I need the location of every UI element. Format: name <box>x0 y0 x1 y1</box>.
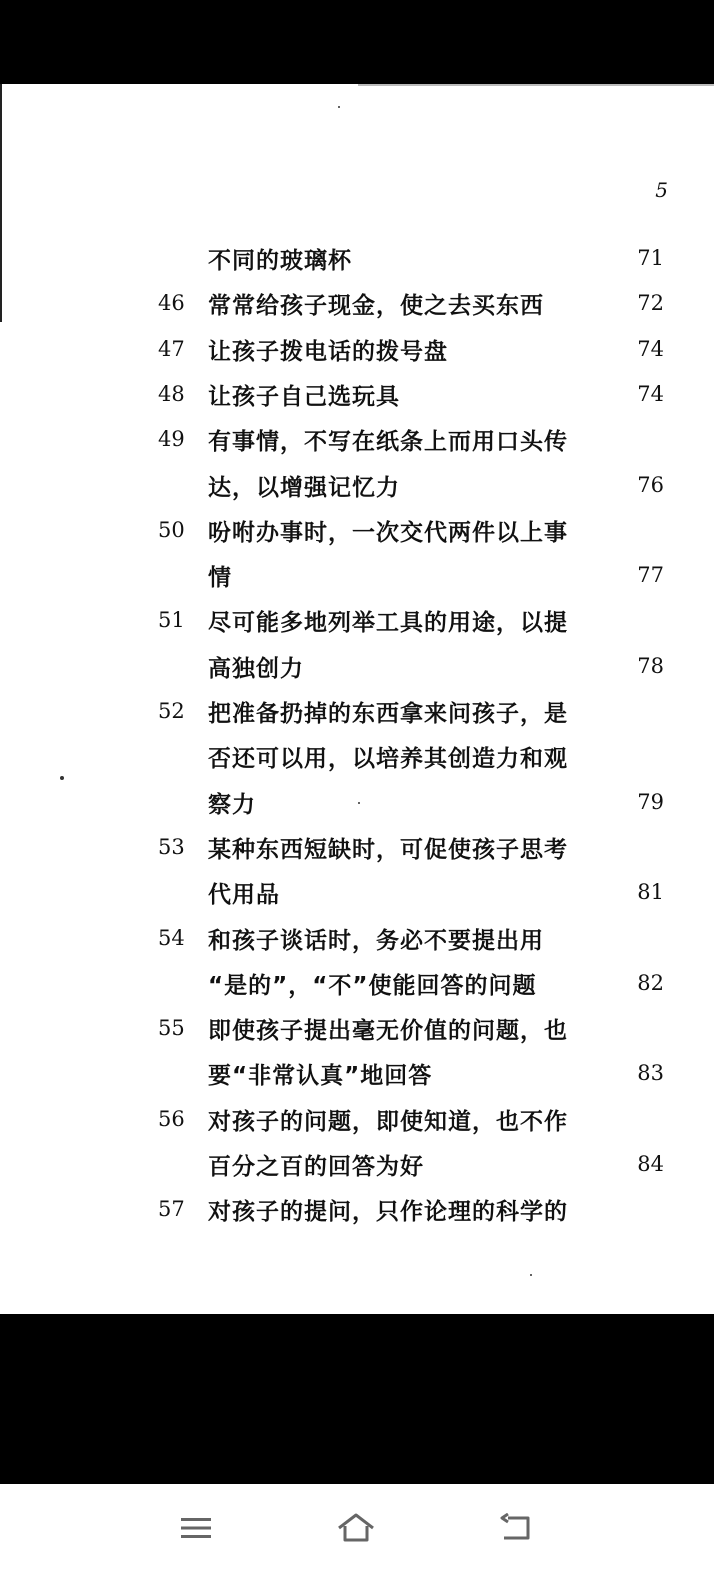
toc-entry-title: 百分之百的回答为好 <box>208 1154 424 1180</box>
toc-entry-title: 察力 <box>208 791 256 818</box>
toc-entry <box>0 378 714 418</box>
toc-entry-title: 即使孩子提出毫无价值的问题，也 <box>208 1018 568 1045</box>
toc-entry-page: 81 <box>637 880 664 905</box>
toc-entry-title: 要“非常认真”地回答 <box>208 1063 433 1090</box>
toc-entry-number: 52 <box>158 699 185 723</box>
page-edge <box>0 84 2 322</box>
toc-entry <box>0 604 714 644</box>
toc-entry-number: 56 <box>158 1106 185 1131</box>
toc-entry-number: 57 <box>158 1197 185 1222</box>
toc-entry-title: 让孩子自己选玩具 <box>208 383 400 410</box>
toc-entry-title: 和孩子谈话时，务必不要提出用 <box>208 927 544 954</box>
toc-entry-page: 71 <box>637 246 664 270</box>
toc-entry-number: 47 <box>158 336 185 361</box>
toc-entry-title: 常常给孩子现金，使之去买东西 <box>208 293 544 320</box>
toc-entry-number: 53 <box>158 834 185 859</box>
toc-entry <box>0 1057 714 1097</box>
toc-entry <box>0 876 714 916</box>
toc-entry <box>0 1148 714 1188</box>
toc-entry <box>0 1103 714 1143</box>
toc-entry-title: 把准备扔掉的东西拿来问孩子，是 <box>208 701 568 727</box>
toc-entry-page: 83 <box>637 1061 664 1086</box>
toc-entry <box>0 514 714 554</box>
toc-entry <box>0 423 714 463</box>
toc-entry <box>0 559 714 599</box>
toc-entry-page: 79 <box>637 789 664 814</box>
toc-entry <box>0 242 714 282</box>
menu-icon <box>179 1514 213 1542</box>
page-edge-top <box>358 84 714 86</box>
toc-entry-number: 49 <box>158 427 185 452</box>
system-navigation-bar <box>0 1484 714 1570</box>
toc-entry <box>0 1193 714 1233</box>
toc-entry-number: 48 <box>158 381 185 406</box>
toc-entry <box>0 1012 714 1052</box>
toc-entry-number: 50 <box>158 517 185 542</box>
toc-entry-title: 不同的玻璃杯 <box>208 248 352 274</box>
book-page[interactable] <box>0 84 714 1314</box>
home-button[interactable] <box>334 1506 378 1550</box>
toc-entry-page: 77 <box>637 563 664 588</box>
toc-entry-page: 74 <box>637 381 664 406</box>
toc-entry <box>0 831 714 871</box>
toc-entry-number: 46 <box>158 291 185 316</box>
toc-entry <box>0 967 714 1007</box>
toc-entry-number: 55 <box>158 1016 185 1041</box>
back-icon <box>498 1513 534 1543</box>
toc-entry-title: 尽可能多地列举工具的用途，以提 <box>208 610 568 637</box>
toc-entry-number: 54 <box>158 925 185 950</box>
toc-entry <box>0 333 714 373</box>
toc-entry-title: 某种东西短缺时，可促使孩子思考 <box>208 836 568 863</box>
toc-entry <box>0 650 714 690</box>
toc-entry <box>0 695 714 735</box>
toc-entry-title: 对孩子的问题，即使知道，也不作 <box>208 1108 568 1135</box>
toc-entry-title: 情 <box>208 565 232 592</box>
toc-entry <box>0 786 714 826</box>
toc-entry-page: 82 <box>637 970 664 995</box>
toc-entry-title: 否还可以用，以培养其创造力和观 <box>208 746 568 773</box>
scan-speck <box>530 1274 532 1276</box>
home-icon <box>336 1512 376 1544</box>
toc-entry-title: 让孩子拨电话的拨号盘 <box>208 338 448 365</box>
toc-entry-title: 达，以增强记忆力 <box>208 474 400 501</box>
back-button[interactable] <box>494 1506 538 1550</box>
toc-entry-title: 高独创力 <box>208 655 304 682</box>
toc-entry <box>0 740 714 780</box>
scan-speck <box>338 106 340 108</box>
toc-entry-page: 72 <box>637 291 664 316</box>
toc-entry-number: 51 <box>158 608 185 633</box>
toc-entry-title: 代用品 <box>208 882 280 909</box>
menu-button[interactable] <box>174 1506 218 1550</box>
toc-entry-title: 对孩子的提问，只作论理的科学的 <box>208 1199 568 1226</box>
toc-entry-page: 74 <box>637 336 664 361</box>
toc-entry-title: 吩咐办事时，一次交代两件以上事 <box>208 519 568 546</box>
toc-entry-page: 78 <box>637 653 664 678</box>
toc-entry-title: 有事情，不写在纸条上而用口头传 <box>208 429 568 456</box>
toc-entry <box>0 922 714 962</box>
toc-entry <box>0 469 714 509</box>
toc-entry-title: “是的”，“不”使能回答的问题 <box>208 972 537 999</box>
toc-entry-page: 76 <box>637 472 664 497</box>
toc-entry <box>0 287 714 327</box>
page-number: 5 <box>655 178 668 202</box>
toc-entry-page: 84 <box>637 1152 664 1176</box>
